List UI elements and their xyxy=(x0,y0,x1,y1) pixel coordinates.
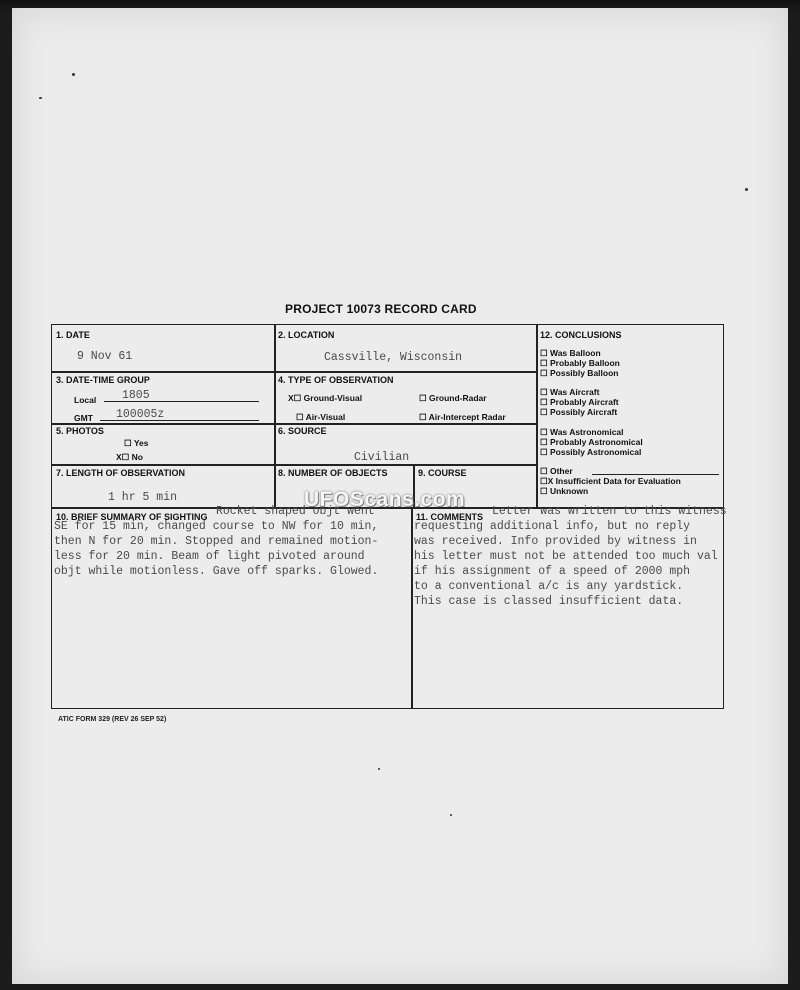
scan-speck xyxy=(378,768,380,770)
observation-type-label: 4. TYPE OF OBSERVATION xyxy=(278,375,394,385)
course-label: 9. COURSE xyxy=(418,468,467,478)
scan-speck xyxy=(745,188,748,191)
source-label: 6. SOURCE xyxy=(278,426,327,436)
conclusion-unknown: ☐ Unknown xyxy=(540,486,589,496)
conclusions-label: 12. CONCLUSIONS xyxy=(540,330,622,340)
conclusion-other: ☐ Other xyxy=(540,466,573,476)
card-title: PROJECT 10073 RECORD CARD xyxy=(285,302,477,316)
comments-label: 11. COMMENTS xyxy=(416,512,484,522)
date-label: 1. DATE xyxy=(56,330,90,340)
conclusion-possibly-aircraft: ☐ Possibly Aircraft xyxy=(540,407,618,417)
location-label: 2. LOCATION xyxy=(278,330,335,340)
summary-label: 10. BRIEF SUMMARY OF SIGHTING xyxy=(56,512,208,522)
grid-line xyxy=(411,507,413,708)
grid-line xyxy=(274,325,276,507)
local-time-value: 1805 xyxy=(122,389,150,402)
scan-speck xyxy=(39,97,42,99)
length-label: 7. LENGTH OF OBSERVATION xyxy=(56,468,186,478)
gmt-time-value: 100005z xyxy=(116,408,165,421)
summary-text xyxy=(54,504,378,579)
conclusion-possibly-balloon: ☐ Possibly Balloon xyxy=(540,368,619,378)
photos-no-option: X☐ No xyxy=(116,452,143,462)
length-value: 1 hr 5 min xyxy=(108,491,178,504)
conclusion-possibly-astronomical: ☐ Possibly Astronomical xyxy=(540,447,642,457)
air-intercept-radar-option: ☐ Air-Intercept Radar xyxy=(419,412,506,422)
grid-line xyxy=(536,325,538,507)
location-value: Cassville, Wisconsin xyxy=(324,351,463,364)
grid-line xyxy=(52,464,536,466)
grid-line xyxy=(52,423,536,425)
scan-speck xyxy=(450,814,452,816)
ground-radar-option: ☐ Ground-Radar xyxy=(419,393,487,403)
watermark: UFOScans.com xyxy=(304,488,466,511)
conclusion-insufficient-data: ☐X Insufficient Data for Evaluation xyxy=(540,476,681,486)
conclusion-was-aircraft: ☐ Was Aircraft xyxy=(540,387,600,397)
date-value: 9 Nov 61 xyxy=(77,350,133,363)
conclusion-was-balloon: ☐ Was Balloon xyxy=(540,348,601,358)
other-underline xyxy=(592,474,719,475)
comments-text-body: Letter was written to this witness requesting additional info, but no reply was received. Info provided by witness in his letter must not be attended too much val if his assignment of a speed of 2000 mph to a conventional a/c is any yardstick. This case is classed insufficient data. xyxy=(414,505,727,608)
gmt-time-label: GMT xyxy=(74,413,93,423)
form-footer: ATIC FORM 329 (REV 26 SEP 52) xyxy=(58,716,167,723)
summary-text-body: Rocket shaped objt went SE for 15 min, changed course to NW for 10 min, then N for 20 min. Stopped and remained motion- less for 20 min. Beam of light pivoted around objt while motionless. Gave off sparks. Glowed. xyxy=(54,505,379,578)
scan-speck xyxy=(72,73,75,76)
photos-label: 5. PHOTOS xyxy=(56,426,104,436)
grid-line xyxy=(52,371,536,373)
conclusion-probably-astronomical: ☐ Probably Astronomical xyxy=(540,437,643,447)
ground-visual-option: X☐ Ground-Visual xyxy=(288,393,363,403)
conclusion-was-astronomical: ☐ Was Astronomical xyxy=(540,427,624,437)
conclusion-probably-aircraft: ☐ Probably Aircraft xyxy=(540,397,619,407)
photos-yes-option: ☐ Yes xyxy=(124,438,149,448)
air-visual-option: ☐ Air-Visual xyxy=(296,412,346,422)
comments-text xyxy=(414,504,727,609)
local-time-label: Local xyxy=(74,395,97,405)
conclusion-probably-balloon: ☐ Probably Balloon xyxy=(540,358,620,368)
date-time-group-label: 3. DATE-TIME GROUP xyxy=(56,375,150,385)
objects-label: 8. NUMBER OF OBJECTS xyxy=(278,468,388,478)
source-value: Civilian xyxy=(354,451,410,464)
